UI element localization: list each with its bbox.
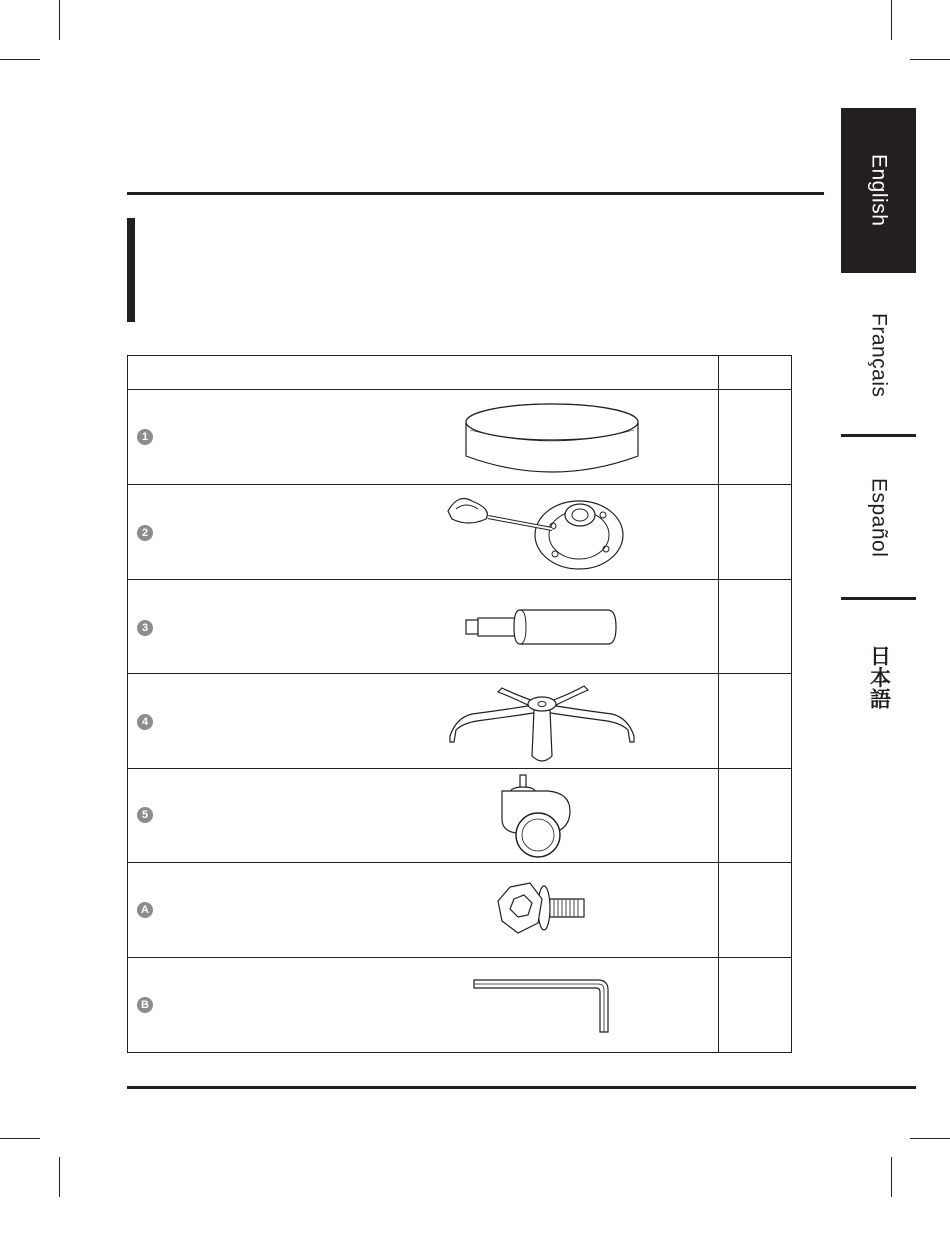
part-cell — [128, 580, 719, 674]
part-marker: 3 — [137, 620, 153, 636]
part-cell — [128, 863, 719, 958]
part-marker: 2 — [137, 525, 153, 541]
crop-mark — [910, 1138, 950, 1139]
tab-english-label: English — [867, 154, 891, 227]
part-marker: A — [137, 902, 153, 918]
crop-mark — [891, 1157, 892, 1197]
header-part-name — [128, 356, 719, 390]
bolt-icon — [496, 881, 590, 939]
tab-espanol-label: Español — [867, 477, 891, 558]
part-cell — [128, 485, 719, 580]
header-quantity — [719, 356, 792, 390]
quantity-cell — [719, 674, 792, 769]
tab-espanol[interactable] — [841, 440, 916, 595]
table-row — [128, 769, 792, 863]
parts-table — [127, 355, 792, 1053]
part-marker: B — [137, 997, 153, 1013]
quantity-cell — [719, 485, 792, 580]
table-row — [128, 958, 792, 1053]
table-header-row — [128, 356, 792, 390]
allen-key-icon — [472, 976, 622, 1036]
part-marker: 5 — [137, 807, 153, 823]
crop-mark — [59, 1157, 60, 1197]
part-cell — [128, 674, 719, 769]
tab-english[interactable] — [841, 108, 916, 273]
caster-icon — [496, 771, 576, 859]
header-rule — [127, 192, 824, 195]
tab-divider — [841, 597, 916, 600]
footer-rule — [127, 1086, 916, 1089]
quantity-cell — [719, 580, 792, 674]
table-row — [128, 674, 792, 769]
crop-mark — [0, 59, 40, 60]
gas-cylinder-icon — [464, 608, 618, 648]
table-row — [128, 580, 792, 674]
seat-cushion-icon — [464, 400, 640, 476]
crop-mark — [0, 1138, 40, 1139]
part-marker: 4 — [137, 714, 153, 730]
crop-mark — [59, 0, 60, 40]
part-cell — [128, 958, 719, 1053]
quantity-cell — [719, 958, 792, 1053]
crop-mark — [910, 59, 950, 60]
tab-francais-label: Français — [867, 313, 891, 398]
base-icon — [444, 680, 640, 768]
crop-mark — [891, 0, 892, 40]
tab-japanese-label: 日本語 — [867, 645, 891, 710]
tab-francais[interactable] — [841, 278, 916, 433]
quantity-cell — [719, 390, 792, 485]
tab-japanese[interactable] — [841, 603, 916, 753]
quantity-cell — [719, 863, 792, 958]
seat-mechanism-icon — [444, 491, 628, 575]
part-marker: 1 — [137, 429, 153, 445]
table-row — [128, 390, 792, 485]
table-row — [128, 863, 792, 958]
section-bar — [127, 218, 135, 322]
part-cell — [128, 769, 719, 863]
tab-divider — [841, 434, 916, 437]
quantity-cell — [719, 769, 792, 863]
part-cell — [128, 390, 719, 485]
table-row — [128, 485, 792, 580]
